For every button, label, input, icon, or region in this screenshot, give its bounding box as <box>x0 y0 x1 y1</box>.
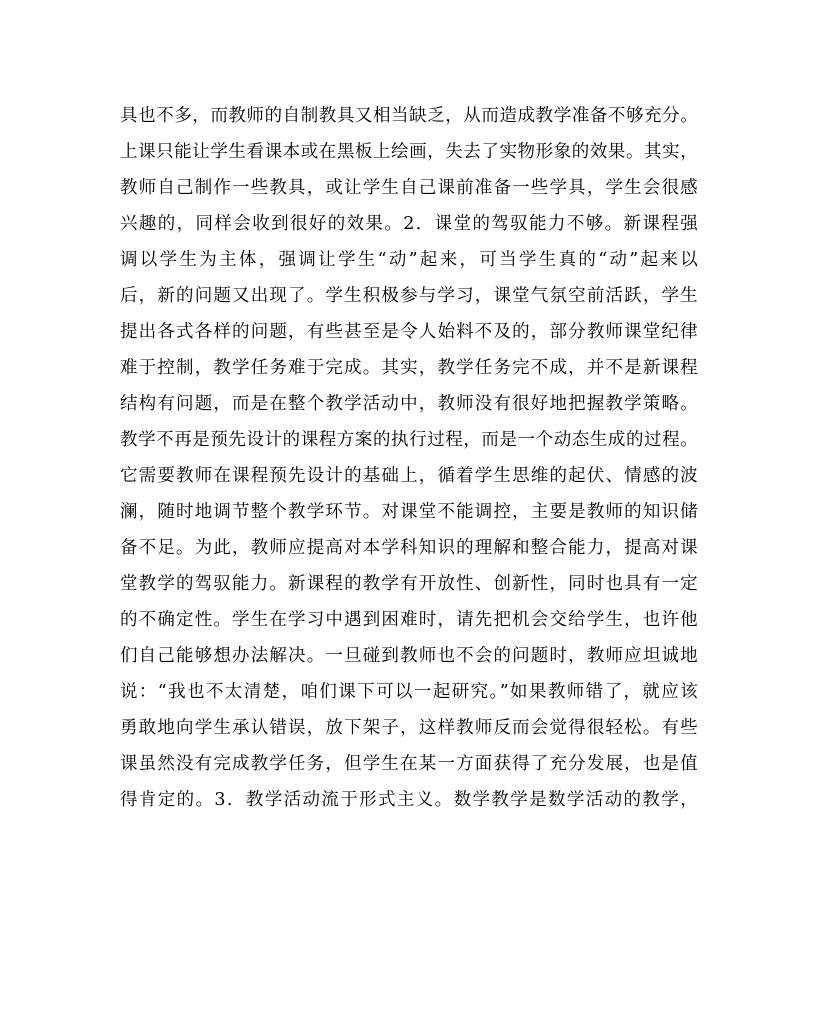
text-line-11: 它需要教师在课程预先设计的基础上，循着学生思维的起伏、情感的波 <box>120 466 698 486</box>
text-line-19: 课虽然没有完成教学任务，但学生在某一方面获得了充分发展，也是值 <box>120 754 698 774</box>
text-line-20: 得肯定的。3．教学活动流于形式主义。数学教学是数学活动的教学， <box>120 790 698 810</box>
text-line-2: 上课只能让学生看课本或在黑板上绘画，失去了实物形象的效果。其实， <box>120 142 698 162</box>
text-line-13: 备不足。为此，教师应提高对本学科知识的理解和整合能力，提高对课 <box>120 538 698 558</box>
text-line-10: 教学不再是预先设计的课程方案的执行过程，而是一个动态生成的过程。 <box>120 430 698 450</box>
text-line-18: 勇敢地向学生承认错误，放下架子，这样教师反而会觉得很轻松。有些 <box>120 718 698 738</box>
text-line-16: 们自己能够想办法解决。一旦碰到教师也不会的问题时，教师应坦诚地 <box>120 646 698 666</box>
text-line-3: 教师自己制作一些教具，或让学生自己课前准备一些学具，学生会很感 <box>120 178 698 198</box>
text-line-4: 兴趣的，同样会收到很好的效果。2．课堂的驾驭能力不够。新课程强 <box>120 214 698 234</box>
text-line-17: 说：“我也不太清楚，咱们课下可以一起研究。”如果教师错了，就应该 <box>120 682 698 702</box>
text-line-15: 的不确定性。学生在学习中遇到困难时，请先把机会交给学生，也许他 <box>120 610 698 630</box>
text-line-8: 难于控制，教学任务难于完成。其实，教学任务完不成，并不是新课程 <box>120 358 698 378</box>
text-line-9: 结构有问题，而是在整个教学活动中，教师没有很好地把握教学策略。 <box>120 394 698 414</box>
text-line-12: 澜，随时地调节整个教学环节。对课堂不能调控，主要是教师的知识储 <box>120 502 698 522</box>
text-line-7: 提出各式各样的问题，有些甚至是令人始料不及的，部分教师课堂纪律 <box>120 322 698 342</box>
text-line-5: 调以学生为主体，强调让学生“动”起来，可当学生真的“动”起来以 <box>120 250 698 270</box>
text-line-14: 堂教学的驾驭能力。新课程的教学有开放性、创新性，同时也具有一定 <box>120 574 698 594</box>
body-text <box>120 98 698 818</box>
text-line-6: 后，新的问题又出现了。学生积极参与学习，课堂气氛空前活跃，学生 <box>120 286 698 306</box>
text-line-1: 具也不多，而教师的自制教具又相当缺乏，从而造成教学准备不够充分。 <box>120 106 698 126</box>
